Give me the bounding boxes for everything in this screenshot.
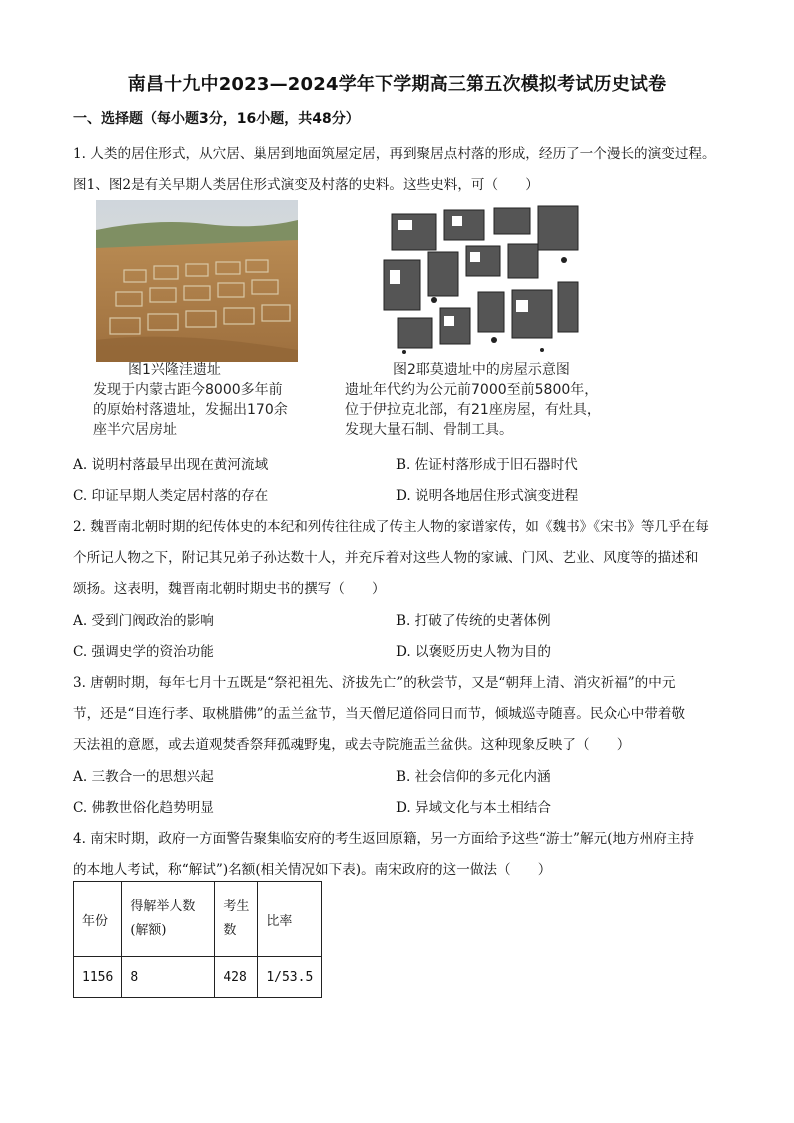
q2-option-b: B. 打破了传统的史著体例 [396, 613, 551, 629]
table-header-cell: 比率 [258, 882, 322, 957]
figure2-house-plan [374, 200, 592, 362]
q4-data-table [73, 881, 322, 998]
q2-option-d: D. 以褒贬历史人物为目的 [396, 644, 551, 660]
q2-option-c: C. 强调史学的资治功能 [73, 644, 214, 660]
q3-option-d: D. 异域文化与本土相结合 [396, 800, 551, 816]
table-header-text: 数 [223, 923, 237, 938]
figure2-caption-title: 图2耶莫遗址中的房屋示意图 [393, 362, 570, 378]
q3-line2: 节，还是“目连行孝、取桃腊佛”的盂兰盆节，当天僧尼道俗同日而节，倾城巡寺随喜。民众心中带着敬 [73, 706, 686, 722]
q4-line1: 4. 南宋时期，政府一方面警告聚集临安府的考生返回原籍，另一方面给予这些“游士”解元(地方州府主持 [73, 831, 695, 847]
figure1-caption-line3: 座半穴居房址 [93, 422, 177, 438]
q3-option-a: A. 三教合一的思想兴起 [73, 769, 214, 785]
q3-line1: 3. 唐朝时期，每年七月十五既是“祭祀祖先、济拔先亡”的秋尝节，又是“朝拜上清、消灾祈福”的中元 [73, 675, 676, 691]
q3-option-c: C. 佛教世俗化趋势明显 [73, 800, 214, 816]
q1-option-d: D. 说明各地居住形式演变进程 [396, 488, 579, 504]
table-header-text: 考生 [223, 899, 250, 914]
table-header-cell: 年份 [74, 882, 122, 957]
table-header-row [74, 882, 322, 957]
table-header-cell [215, 882, 258, 957]
q4-line2: 的本地人考试，称“解试”)名额(相关情况如下表)。南宋政府的这一做法（ ） [73, 862, 552, 878]
section-heading: 一、选择题（每小题3分，16小题，共48分） [73, 111, 360, 127]
q1-option-a: A. 说明村落最早出现在黄河流域 [73, 457, 269, 473]
figure1-caption-line1: 发现于内蒙古距今8000多年前 [93, 382, 283, 398]
q2-line1: 2. 魏晋南北朝时期的纪传体史的本纪和列传往往成了传主人物的家谱家传，如《魏书》《宋书》等几乎在每 [73, 519, 709, 535]
page-title: 南昌十九中2023—2024学年下学期高三第五次模拟考试历史试卷 [127, 74, 667, 95]
table-header-text: 得解举人数 [130, 899, 196, 914]
q1-option-c: C. 印证早期人类定居村落的存在 [73, 488, 269, 504]
figure2-caption-line3: 发现大量石制、骨制工具。 [345, 422, 513, 438]
figure2-caption-line1: 遗址年代约为公元前7000至前5800年， [345, 382, 599, 398]
table-cell: 1156 [74, 957, 122, 998]
table-cell: 428 [215, 957, 258, 998]
table-header-cell [122, 882, 215, 957]
figure1-caption-line2: 的原始村落遗址，发掘出170余 [93, 402, 288, 418]
q3-line3: 天法祖的意愿，或去道观焚香祭拜孤魂野鬼，或去寺院施盂兰盆供。这种现象反映了（ ） [73, 737, 631, 753]
table-cell: 1/53.5 [258, 957, 322, 998]
q1-line1: 1. 人类的居住形式，从穴居、巢居到地面筑屋定居，再到聚居点村落的形成，经历了一个漫长的演变过程。 [73, 146, 716, 162]
q1-line2: 图1、图2是有关早期人类居住形式演变及村落的史料。这些史料，可（ ） [73, 177, 539, 193]
figure2-caption-line2: 位于伊拉克北部，有21座房屋，有灶具， [345, 402, 601, 418]
q3-option-b: B. 社会信仰的多元化内涵 [396, 769, 551, 785]
table-header-text: (解额) [130, 923, 167, 938]
figure1-caption-title: 图1兴隆洼遗址 [128, 362, 221, 378]
q2-line2: 个所记人物之下，附记其兄弟子孙达数十人，并充斥着对这些人物的家诫、门风、艺业、风度等的描述和 [73, 550, 699, 566]
q1-option-b: B. 佐证村落形成于旧石器时代 [396, 457, 578, 473]
q2-option-a: A. 受到门阀政治的影响 [73, 613, 214, 629]
figure1-site-photo [96, 200, 298, 362]
table-row [74, 957, 322, 998]
table-cell: 8 [122, 957, 215, 998]
q2-line3: 颂扬。这表明，魏晋南北朝时期史书的撰写（ ） [73, 581, 386, 597]
